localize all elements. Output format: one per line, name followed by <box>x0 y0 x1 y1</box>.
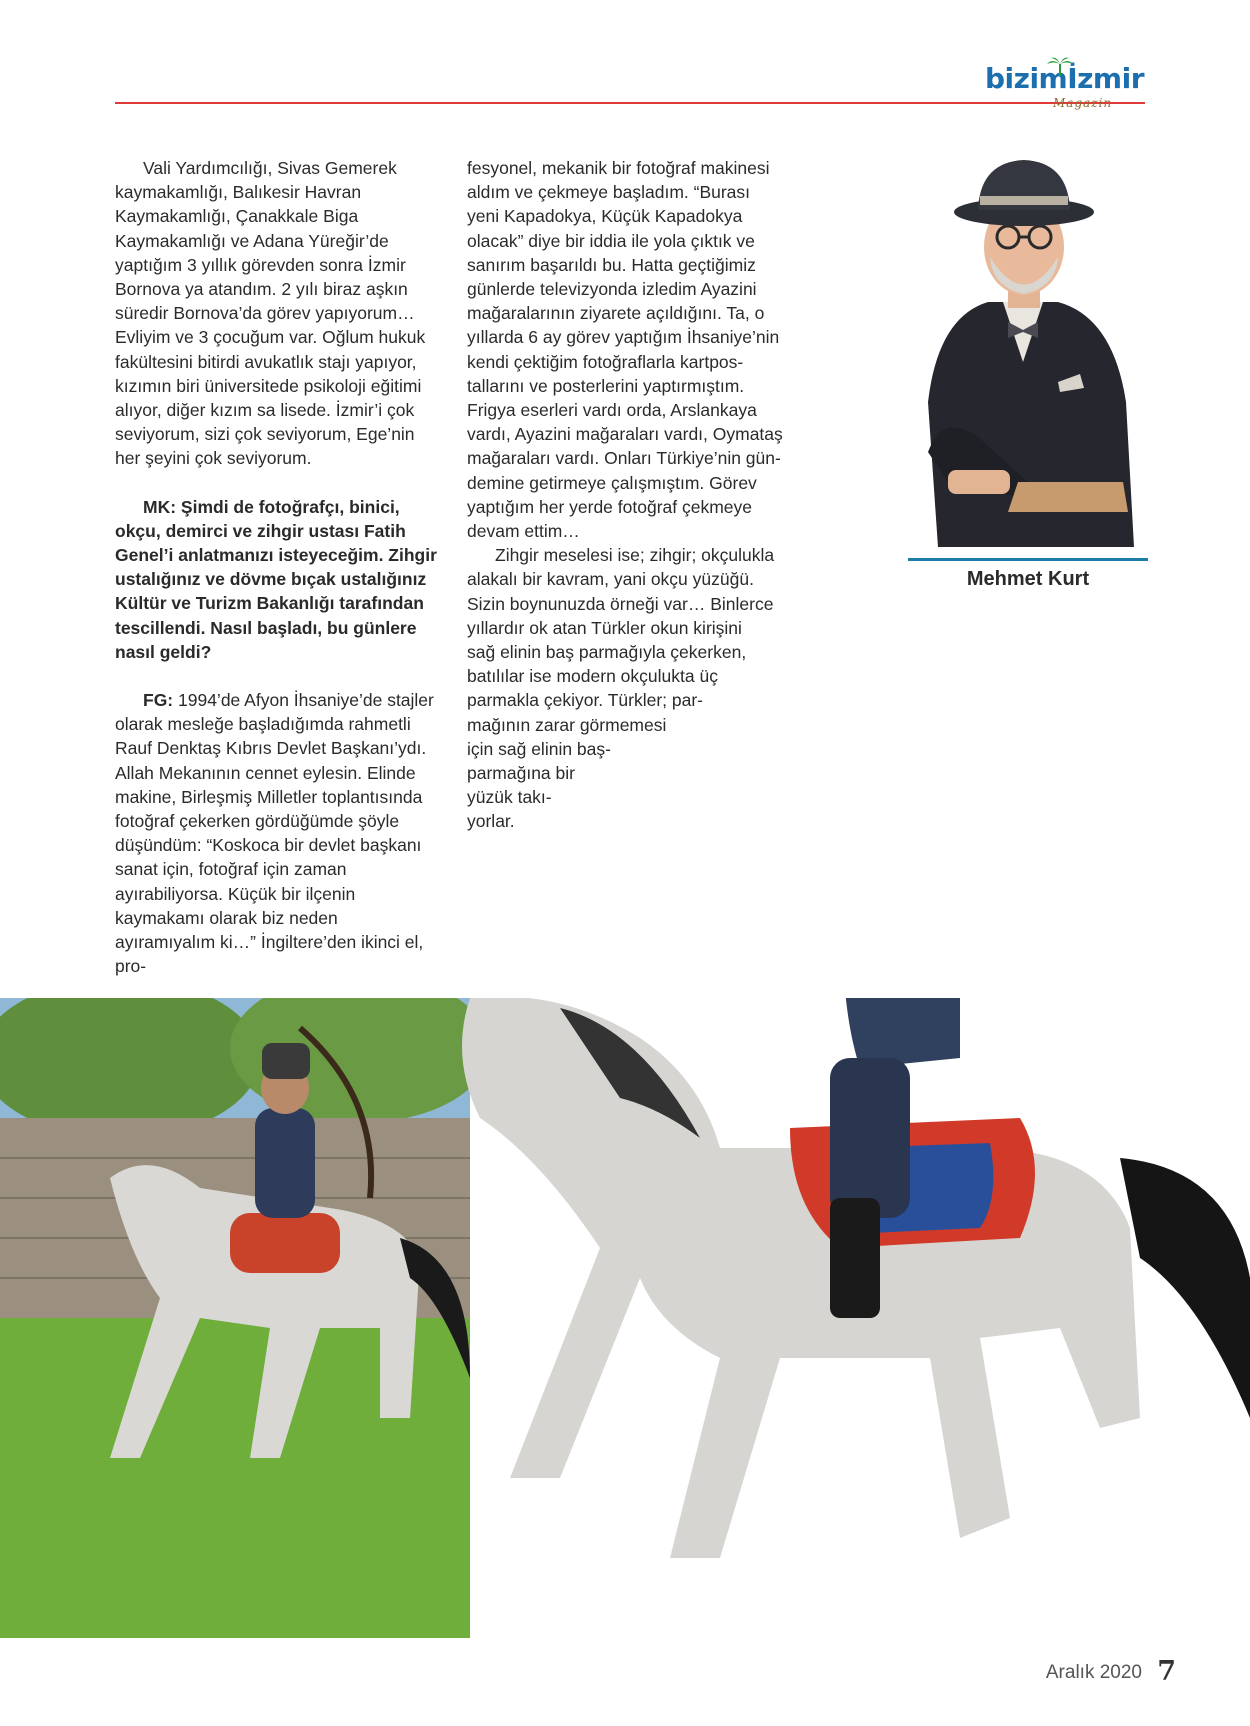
answer-label: FG: <box>143 690 174 711</box>
text-line: sanırım başarıldı bu. Hatta geçtiğimiz <box>467 254 756 275</box>
issue-date: Aralık 2020 <box>1045 1662 1142 1683</box>
bizimizmir-logo <box>985 62 1145 108</box>
text-line: için sağ elinin baş- <box>467 738 611 759</box>
text-line: alakalı bir kavram, yani okçu yüzüğü. <box>467 569 754 590</box>
text-line: devam ettim… <box>467 521 580 542</box>
text-line: olacak” diye bir iddia ile yola çıktık ve <box>467 230 755 251</box>
palm-icon <box>1047 56 1073 76</box>
caption-rule <box>908 558 1148 561</box>
text-line: sağ elinin baş parmağıyla çekerken, <box>467 642 747 663</box>
text-line: mağaralarının ziyarete açıldığını. Ta, o <box>467 303 765 324</box>
horse-riders-photo <box>0 998 1250 1638</box>
text-line: mağının zarar görmemesi <box>467 714 667 735</box>
logo-text: bizimİzmir <box>985 62 1145 95</box>
text-line: yıllardır ok atan Türkler okun kirişini <box>467 617 742 638</box>
text-line: fesyonel, mekanik bir fotoğraf makinesi <box>467 158 770 178</box>
text-line: Frigya eserleri vardı orda, Arslankaya <box>467 400 757 421</box>
left-column <box>115 156 437 979</box>
text-line: Zihgir meselesi ise; zihgir; okçulukla <box>495 545 775 566</box>
text-line: aldım ve çekmeye başladım. “Burası <box>467 182 751 203</box>
text-line: yıllarda 6 ay görev yaptığım İhsaniye’nin <box>467 327 780 348</box>
page-number: 7 <box>1157 1656 1176 1687</box>
text-line: demine getirmeye çalışmıştım. Görev <box>467 472 757 493</box>
paragraph <box>467 156 795 543</box>
text-line: parmağına bir <box>467 763 575 784</box>
interview-answer <box>115 688 437 978</box>
portrait-caption: Mehmet Kurt <box>966 568 1090 590</box>
page-footer <box>1000 1656 1180 1688</box>
middle-column <box>467 156 795 834</box>
text-line: günlerde televizyonda izledim Ayazini <box>467 279 757 300</box>
interview-question: MK: Şimdi de fotoğrafçı, binici, okçu, demirci ve zihgir ustası Fatih Genel’i anlatmanızı isteyeceğim. Zihgir ustalığınız ve dövme bıçak ustalığınız Kültür ve Turizm Bakanlığı tarafından tescillendi. Nasıl başladı, bu günlere nasıl geldi? <box>115 496 437 662</box>
text-line: Sizin boynunuzda örneği var… Binlerce <box>467 593 774 614</box>
text-line: yüzük takı- <box>467 787 552 808</box>
text-line: yeni Kapadokya, Küçük Kapadokya <box>467 206 743 227</box>
text-line: yorlar. <box>467 811 515 832</box>
portrait-photo <box>908 152 1138 547</box>
text-line: yaptığım her yerde fotoğraf çekmeye <box>467 496 752 517</box>
paragraph: Vali Yardımcılığı, Sivas Gemerek kaymakamlığı, Balıkesir Havran Kaymakamlığı, Çanakkale Biga Kaymakamlığı ve Adana Yüreğir’de yaptığım 3 yıllık görevden sonra İzmir Bornova ya atandım. 2 yılı biraz aşkın süredir Bornova’da görev yapıyorum… Evliyim ve 3 çocuğum var. Oğlum hukuk fakültesini bitirdi avukatlık stajı yapıyor, kızımın biri üniversitede psikoloji eğitimi alıyor, diğer kızım sa lisede. İzmir’i çok seviyorum, sizi çok seviyorum, Ege’nin her şeyini çok seviyorum. <box>115 158 426 469</box>
answer-text: 1994’de Afyon İhsaniye’de stajler olarak mesleğe başladığımda rahmetli Rauf Denktaş Kıbrıs Devlet Başkanı’ydı. Allah Mekanının cennet eylesin. Elinde makine, Birleşmiş Milletler toplantısında fotoğraf çekerken gördüğümde şöyle düşündüm: “Koskoca bir devlet başkanı sanat için, fotoğraf için zaman ayırabiliyorsa. Küçük bir ilçenin kaymakamı olarak biz neden ayıramıyalım ki…” İngiltere’den ikinci el, pro- <box>115 690 434 977</box>
text-line: mağaraları vardı. Onları Türkiye’nin gün- <box>467 448 781 469</box>
text-line: batılılar ise modern okçulukta üç <box>467 666 718 687</box>
text-line: kendi çektiğim fotoğraflarla kartpos- <box>467 351 744 372</box>
logo-subtitle: Magazin <box>1053 96 1113 110</box>
text-line: tallarını ve posterlerini yaptırmıştım. <box>467 375 745 396</box>
text-line: parmakla çekiyor. Türkler; par- <box>467 690 704 711</box>
paragraph <box>467 543 795 833</box>
text-line: vardı, Ayazini mağaraları vardı, Oymataş <box>467 424 783 445</box>
